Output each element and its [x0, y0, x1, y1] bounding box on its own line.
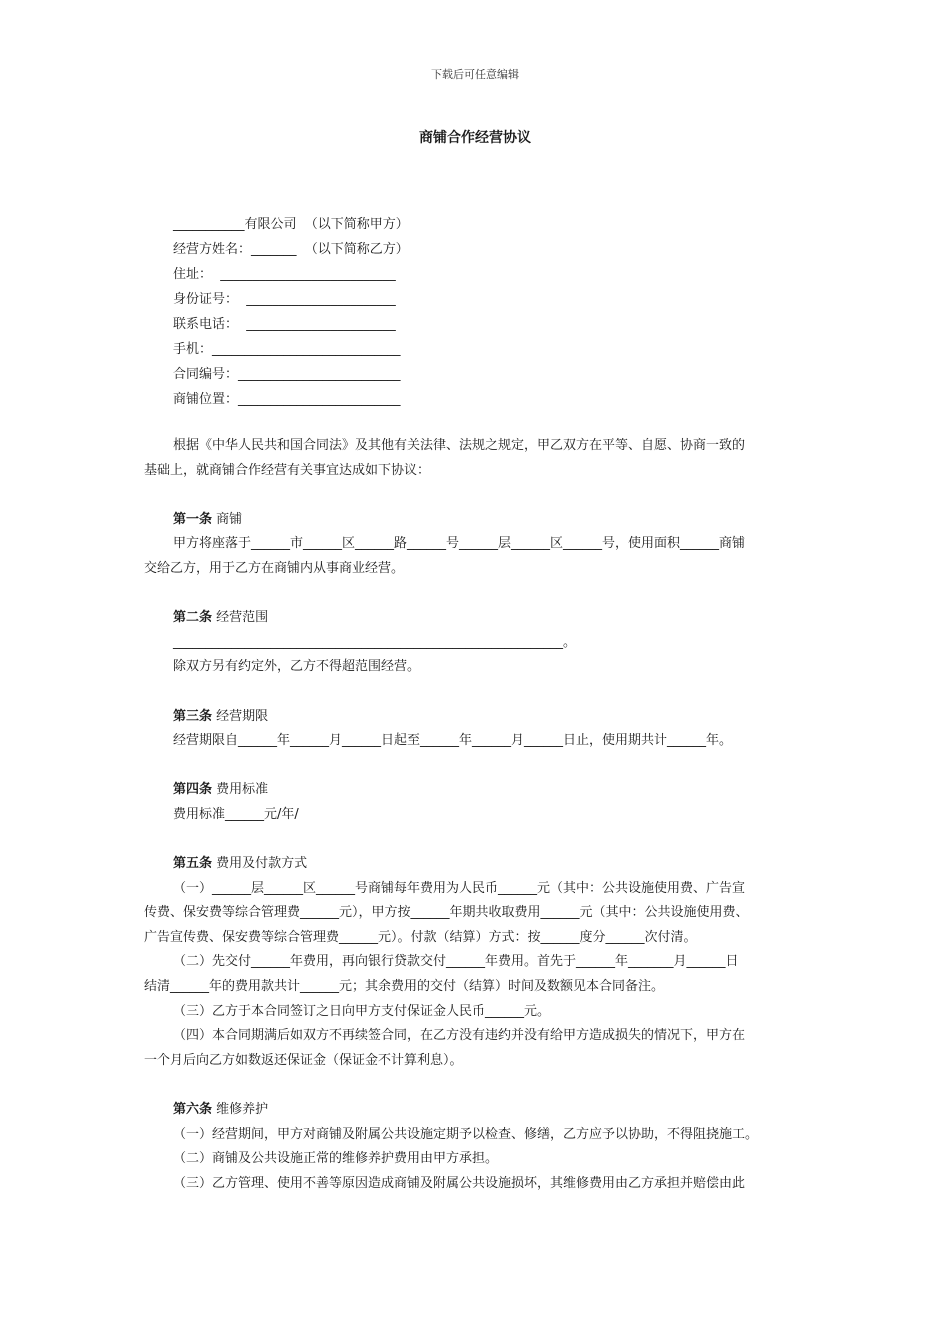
article-name: 维修养护	[216, 1102, 269, 1118]
preamble-line: 基础上，就商铺合作经营有关事宜达成如下协议：	[144, 462, 431, 478]
article-line: （一）经营期间，甲方对商铺及附属公共设施定期予以检查、修缮，乙方应予以协助，不得阻挠施工。	[173, 1126, 759, 1142]
section-gap	[144, 1073, 816, 1098]
article-name: 经营范围	[216, 610, 269, 626]
article-heading	[144, 778, 816, 803]
article-line: （一）______层______区______号商铺每年费用为人民币______元（其中：公共设施使用费、广告宣	[173, 880, 746, 896]
party-line-company: ___________有限公司 （以下简称甲方）	[173, 217, 409, 232]
party-line-phone: 联系电话： _______________________	[173, 317, 396, 332]
article-line: （二）商铺及公共设施正常的维修养护费用由甲方承担。	[173, 1151, 499, 1167]
section-gap	[144, 754, 816, 779]
header-note: 下载后可任意编辑	[431, 68, 519, 81]
article-heading	[144, 852, 816, 877]
section-gap	[144, 828, 816, 853]
section-gap	[144, 680, 816, 705]
article-name: 费用及付款方式	[216, 856, 308, 872]
article-line: 费用标准______元/年/	[173, 806, 299, 822]
party-line-mobile: 手机：_____________________________	[173, 342, 401, 357]
party-line-operator-name: 经营方姓名：_______ （以下简称乙方）	[173, 242, 409, 257]
article-line: （三）乙方管理、使用不善等原因造成商铺及附属公共设施损坏，其维修费用由乙方承担并赔偿由此	[173, 1175, 746, 1191]
article-line: （三）乙方于本合同签订之日向甲方支付保证金人民币______元。	[173, 1003, 551, 1019]
article-name: 费用标准	[216, 782, 269, 798]
article-heading	[144, 705, 816, 730]
document-title: 商铺合作经营协议	[419, 130, 531, 146]
party-line-shop-location: 商铺位置：_________________________	[173, 392, 401, 407]
article-number: 第二条	[173, 610, 213, 626]
article-number: 第六条	[173, 1102, 213, 1118]
preamble-line: 根据《中华人民共和国合同法》及其他有关法律、法规之规定，甲乙双方在平等、自愿、协商一致的	[173, 438, 746, 453]
article-line: 广告宣传费、保安费等综合管理费______元）。付款（结算）方式：按______度分______次付清。	[144, 929, 697, 945]
articles-container	[144, 483, 816, 1196]
article-heading	[144, 606, 816, 631]
article-name: 经营期限	[216, 708, 269, 724]
party-line-id-number: 身份证号： _______________________	[173, 292, 396, 307]
article-line: （四）本合同期满后如双方不再续签合同，在乙方没有违约并没有给甲方造成损失的情况下，甲方在	[173, 1028, 746, 1044]
article-line: （二）先交付______年费用，再向银行贷款交付______年费用。首先于______年_______月______日	[173, 954, 739, 970]
article-line: 经营期限自______年______月______日起至______年______月______日止，使用期共计______年。	[173, 733, 733, 749]
section-gap	[144, 483, 816, 508]
article-name: 商铺	[216, 511, 243, 527]
article-number: 第三条	[173, 708, 213, 724]
article-line: 交给乙方，用于乙方在商铺内从事商业经营。	[144, 560, 405, 576]
article-line: 结清______年的费用款共计______元；其余费用的交付（结算）时间及数额见本合同备注。	[144, 979, 665, 995]
article-line: 除双方另有约定外，乙方不得超范围经营。	[173, 659, 421, 675]
article-heading	[144, 1098, 816, 1123]
party-line-address: 住址： ___________________________	[173, 267, 396, 282]
article-number: 第五条	[173, 856, 213, 872]
article-heading	[144, 508, 816, 533]
section-gap	[144, 582, 816, 607]
article-line: 甲方将座落于______市______区______路______号______层______区______号，使用面积______商铺	[173, 536, 746, 552]
article-number: 第四条	[173, 782, 213, 798]
article-line: 一个月后向乙方如数返还保证金（保证金不计算利息）。	[144, 1052, 463, 1068]
article-number: 第一条	[173, 511, 213, 527]
party-info-block	[173, 212, 813, 412]
article-line: 传费、保安费等综合管理费______元），甲方按______年期共收取费用______元（其中：公共设施使用费、	[144, 905, 749, 921]
contract-body	[144, 434, 816, 1196]
article-line: ____________________________________________________________。	[173, 634, 576, 650]
party-line-contract-number: 合同编号：_________________________	[173, 367, 401, 382]
